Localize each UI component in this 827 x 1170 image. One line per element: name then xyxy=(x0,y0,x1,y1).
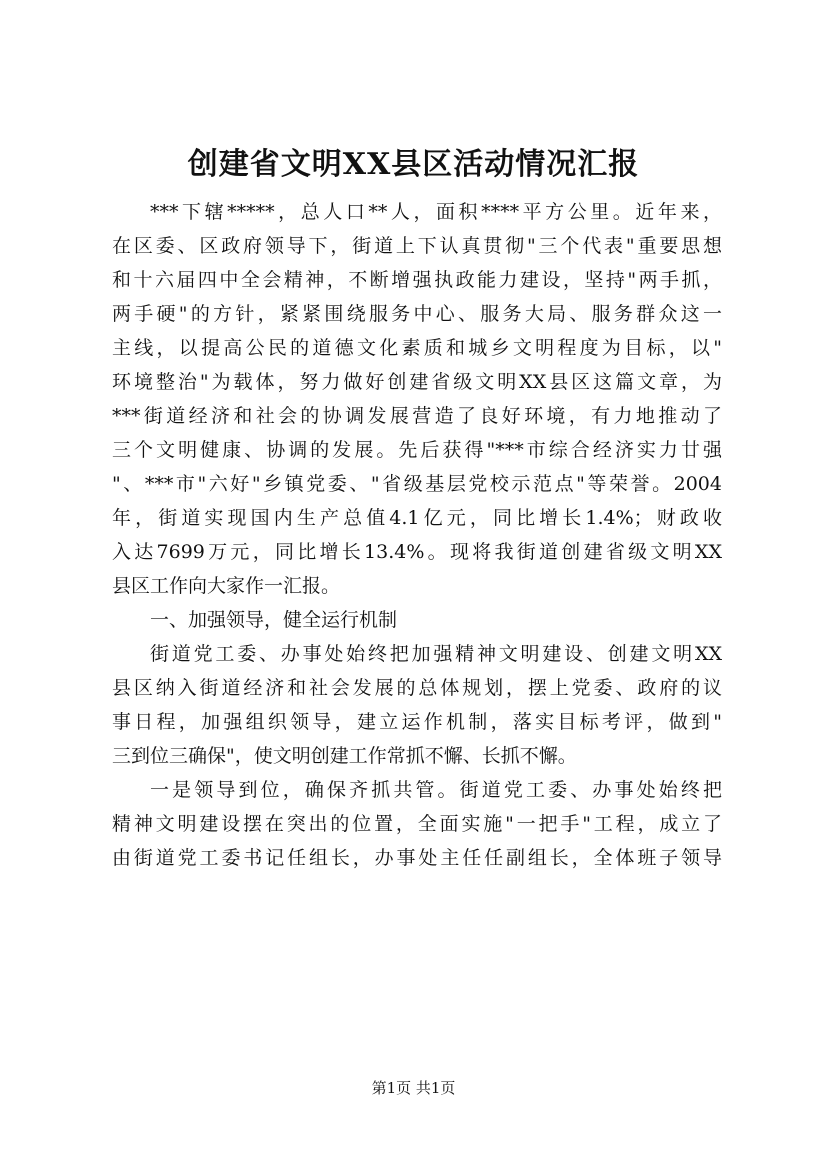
text-line: 三到位三确保"，使文明创建工作常抓不懈、长抓不懈。 xyxy=(112,745,577,767)
text-line: 街道党工委、办事处始终把加强精神文明建设、创建文明XX xyxy=(150,643,722,665)
text-line: 精神文明建设摆在突出的位置，全面实施"一把手"工程，成立了 xyxy=(112,813,722,835)
text-line: 由街道党工委书记任组长，办事处主任任副组长，全体班子领导 xyxy=(112,847,722,869)
text-line: 环境整治"为载体，努力做好创建省级文明XX县区这篇文章，为 xyxy=(112,371,722,393)
text-line: 一是领导到位，确保齐抓共管。街道党工委、办事处始终把 xyxy=(150,779,722,801)
text-line: "、***市"六好"乡镇党委、"省级基层党校示范点"等荣誉。2004 xyxy=(112,473,722,495)
text-line: 事日程，加强组织领导，建立运作机制，落实目标考评，做到" xyxy=(112,711,722,733)
text-line: 年，街道实现国内生产总值4.1亿元，同比增长1.4%；财政收 xyxy=(112,507,722,529)
text-line: ***下辖*****，总人口**人，面积****平方公里。近年来， xyxy=(150,201,722,223)
text-line: ***街道经济和社会的协调发展营造了良好环境，有力地推动了 xyxy=(112,405,722,427)
text-line: 在区委、区政府领导下，街道上下认真贯彻"三个代表"重要思想 xyxy=(112,235,722,257)
section-heading: 一、加强领导，健全运行机制 xyxy=(150,609,398,631)
text-line: 和十六届四中全会精神，不断增强执政能力建设，坚持"两手抓， xyxy=(112,269,722,291)
text-line: 主线，以提高公民的道德文化素质和城乡文明程度为目标，以" xyxy=(112,337,722,359)
text-line: 县区纳入街道经济和社会发展的总体规划，摆上党委、政府的议 xyxy=(112,677,722,699)
text-line: 两手硬"的方针，紧紧围绕服务中心、服务大局、服务群众这一 xyxy=(112,303,722,325)
document-body xyxy=(112,195,722,875)
document-title: 创建省文明XX县区活动情况汇报 xyxy=(187,147,640,182)
text-line: 入达7699万元，同比增长13.4%。现将我街道创建省级文明XX xyxy=(112,541,722,563)
page-footer: 第1页 共1页 xyxy=(371,1079,456,1097)
text-line: 县区工作向大家作一汇报。 xyxy=(112,575,341,597)
text-line: 三个文明健康、协调的发展。先后获得"***市综合经济实力廿强 xyxy=(112,439,722,461)
